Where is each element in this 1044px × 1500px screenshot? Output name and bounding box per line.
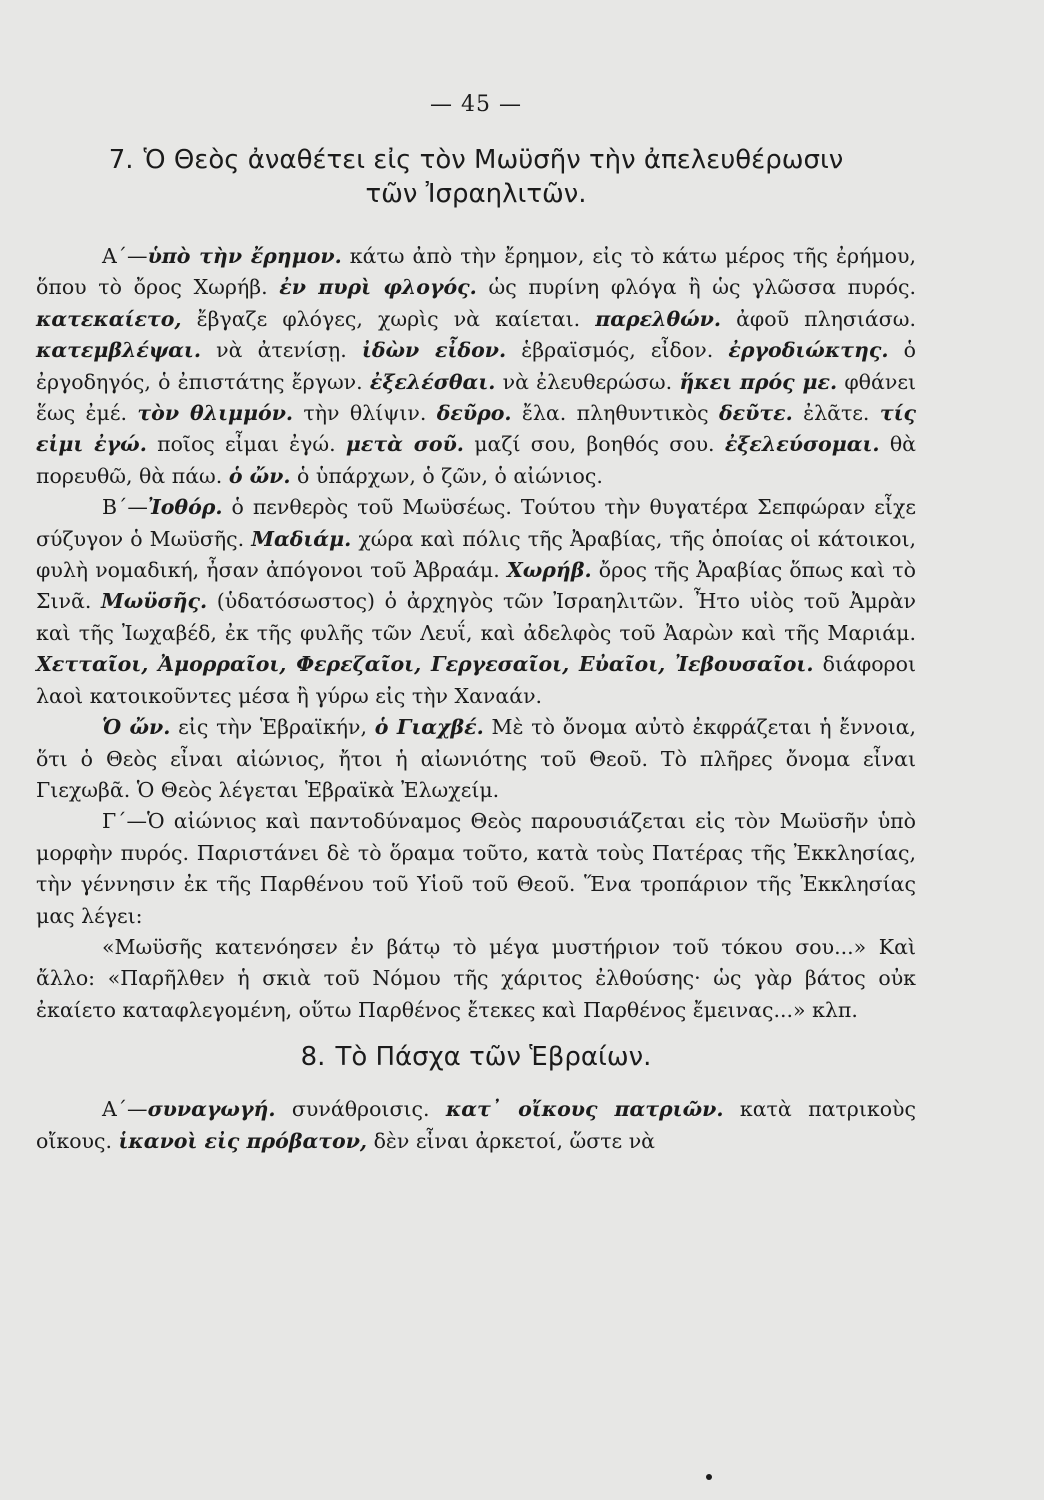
glossary-term: ἰδὼν εἶδον. [361,338,507,363]
glossary-term: Ὁ ὤν. [102,715,171,740]
glossary-term: ὑπὸ τὴν ἔρημον. [147,244,342,268]
body-text: ἑβραϊσμός, εἶδον. [506,338,729,363]
glossary-term: ὁ Γιαχβέ. [374,715,484,740]
body-text: Α΄— [102,244,148,268]
ink-speck [706,1474,712,1480]
body-text: θὰ πορευθῶ, θὰ πάω. [36,432,917,488]
glossary-term: ἐν πυρὶ φλογός. [279,275,477,300]
paragraph-8a [36,1094,916,1157]
glossary-term: κατ᾿ οἴκους πατριῶν. [445,1097,724,1122]
glossary-term: συναγωγή. [147,1097,276,1122]
paragraph-a [36,241,916,492]
paragraph-g [36,806,916,932]
body-text: διάφοροι λαοὶ κατοικοῦντες μέσα ἢ γύρω εἰς τὴν Χαναάν. [36,652,916,708]
section-7-number: 7. [108,145,134,175]
section-7-heading [36,143,916,211]
glossary-term: ἐξελέσθαι. [369,369,496,394]
body-text: (ὑδατόσωστος) ὁ ἀρχηγὸς τῶν Ἰσραηλιτῶν. Ἦτο υἱὸς τοῦ Ἀμρὰν καὶ τῆς Ἰωχαβέδ, ἐκ τῆς φυλῆς τῶν Λευΐ, καὶ ἀδελφὸς τοῦ Ἀαρὼν καὶ τῆς Μαριάμ. [36,589,917,645]
body-text: ὁ πενθερὸς τοῦ Μωϋσέως. Τούτου τὴν θυγατέρα Σεπφώραν εἶχε σύζυγον ὁ Μωϋσῆς. [36,495,916,551]
glossary-term: κατεμβλέψαι. [36,338,201,363]
glossary-term: δεῦτε. [719,401,793,426]
body-text: ὡς πυρίνη φλόγα ἢ ὡς γλῶσσα πυρός. [476,275,916,300]
glossary-term: Χωρήβ. [506,558,592,583]
glossary-term: Μωϋσῆς. [101,589,208,614]
body-text: τὴν θλίψιν. [293,401,437,426]
body-text: εἰς τὴν Ἑβραϊκήν, [170,715,375,740]
body-text: Β΄— [102,495,148,520]
paragraph-o-on [36,712,916,806]
glossary-term: κατεκαίετο, [36,306,182,331]
body-text: ἔβγαζε φλόγες, χωρὶς νὰ καίεται. [181,306,596,331]
body-text: ὁ ἐργοδηγός, ὁ ἐπιστάτης ἔργων. [36,338,917,394]
body-text: ἔλα. πληθυντικὸς [511,401,719,426]
glossary-term: παρελθών. [595,306,722,331]
glossary-term: δεῦρο. [436,401,512,426]
body-text: ὄρος τῆς Ἀραβίας ὅπως καὶ τὸ Σινᾶ. [36,558,916,614]
glossary-term: Χετταῖοι, Ἀμορραῖοι, Φερεζαῖοι, Γεργεσαῖοι, Εὐαῖοι, Ἰεβουσαῖοι. [36,652,814,677]
body-text: Α΄— [102,1097,148,1122]
body-text: δὲν εἶναι ἀρκετοί, ὥστε νὰ [367,1128,655,1153]
glossary-term: μετὰ σοῦ. [345,432,464,457]
body-text: ἐλᾶτε. [792,401,880,426]
page-number: — 45 — [430,92,522,117]
glossary-term: ἥκει πρός με. [679,369,838,394]
body-text: κάτω ἀπὸ τὴν ἔρημον, εἰς τὸ κάτω μέρος τῆς ἐρήμου, ὅπου τὸ ὄρος Χωρήβ. [36,244,916,300]
glossary-term: ὁ ὤν. [228,463,291,488]
section-7-title-line2: τῶν Ἰσραηλιτῶν. [365,179,587,209]
body-text: Μὲ τὸ ὄνομα αὐτὸ ἐκφράζεται ἡ ἔννοια, ὅτι ὁ Θεὸς εἶναι αἰώνιος, ἤτοι ἡ αἰωνιότης τοῦ Θεοῦ. Τὸ πλῆρες ὄνομα εἶναι Γιεχωβᾶ. Ὁ Θεὸς λέγεται Ἑβραϊκὰ Ἐλωχείμ. [36,715,916,802]
glossary-term: Μαδιάμ. [251,526,352,551]
body-text: ποῖος εἶμαι ἐγώ. [146,432,346,457]
body-text: κατὰ πατρικοὺς οἴκους. [36,1097,916,1153]
body-text: Γ΄—Ὁ αἰώνιος καὶ παντοδύναμος Θεὸς παρουσιάζεται εἰς τὸν Μωϋσῆν ὑπὸ μορφὴν πυρός. Παριστάνει δὲ τὸ ὅραμα τοῦτο, κατὰ τοὺς Πατέρας τῆς Ἐκκλησίας, τὴν γέννησιν ἐκ τῆς Παρθένου τοῦ Υἱοῦ τοῦ Θεοῦ. Ἕνα τροπάριον τῆς Ἐκκλησίας μας λέγει: [36,809,916,928]
body-text: ὁ ὑπάρχων, ὁ ζῶν, ὁ αἰώνιος. [290,463,603,488]
section-7-body [36,241,916,1026]
paragraph-quote [36,932,916,1026]
section-8-number: 8. [300,1042,326,1073]
body-text: νὰ ἀτενίσῃ. [200,338,362,363]
glossary-term: τὸν θλιμμόν. [137,401,294,426]
section-7-title-line1: Ὁ Θεὸς ἀναθέτει εἰς τὸν Μωϋσῆν τὴν ἀπελευθέρωσιν [143,145,844,175]
body-text: μαζί σου, βοηθός σου. [463,432,725,457]
section-8-title: Τὸ Πάσχα τῶν Ἑβραίων. [335,1042,652,1073]
body-text: ἀφοῦ πλησιάσω. [721,306,917,331]
body-text: νὰ ἐλευθερώσω. [495,369,680,394]
glossary-term: Ἰοθόρ. [147,495,223,520]
body-text: «Μωϋσῆς κατενόησεν ἐν βάτῳ τὸ μέγα μυστήριον τοῦ τόκου σου...» Καὶ ἄλλο: «Παρῆλθεν ἡ σκιὰ τοῦ Νόμου τῆς χάριτος ἐλθούσης· ὡς γὰρ βάτος οὐκ ἐκαίετο καταφλεγομένη, οὕτω Παρθένος ἔτεκες καὶ Παρθένος ἔμεινας...» κλπ. [36,934,916,1022]
section-8-heading [36,1040,916,1074]
glossary-term: τίς εἰμι ἐγώ. [36,401,917,457]
body-text: φθάνει ἕως ἐμέ. [36,369,916,426]
body-text: χώρα καὶ πόλις τῆς Ἀραβίας, τῆς ὁποίας οἱ κάτοικοι, φυλὴ νομαδική, ἦσαν ἀπόγονοι τοῦ Ἀβραάμ. [36,526,917,583]
glossary-term: ἐξελεύσομαι. [724,432,880,457]
glossary-term: ἱκανοὶ εἰς πρόβατον, [118,1128,368,1153]
paragraph-b [36,492,916,712]
body-text: συνάθροισις. [275,1097,446,1122]
glossary-term: ἐργοδιώκτης. [728,338,889,363]
